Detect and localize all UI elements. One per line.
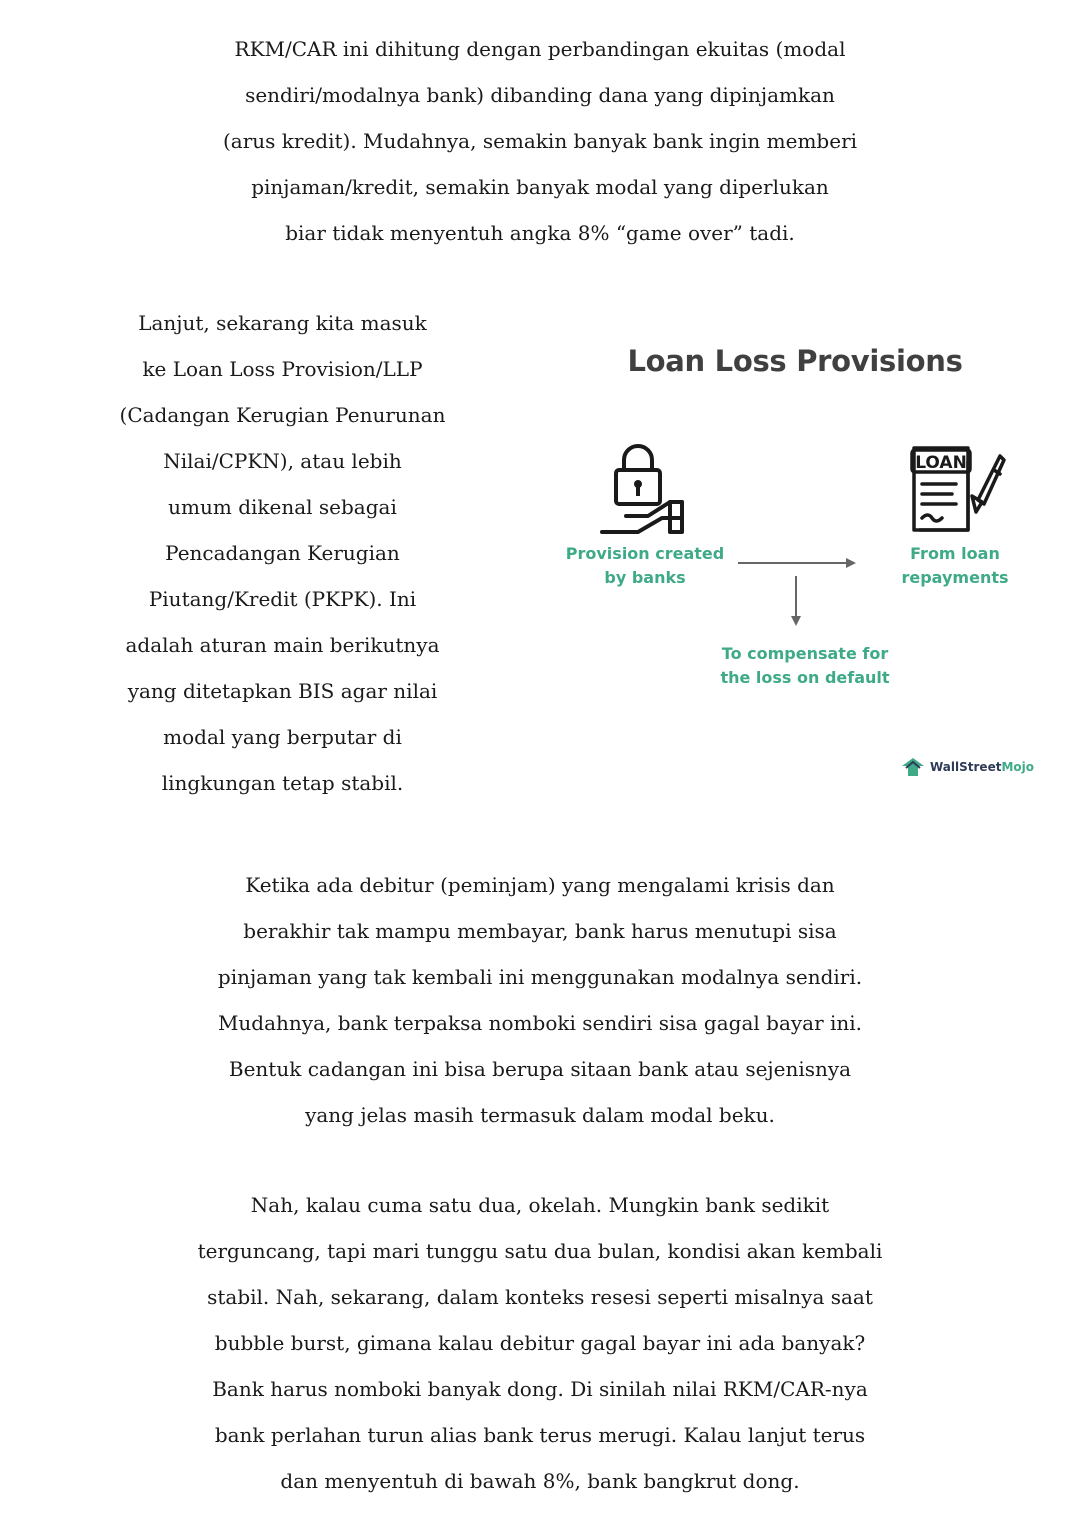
label-from-loan-repayments [880,542,1030,590]
text-line: (Cadangan Kerugian Penurunan [119,403,446,427]
paragraph-resesi [0,1182,1080,1504]
text-line: ke Loan Loss Provision/LLP [142,357,423,381]
text-line: Lanjut, sekarang kita masuk [138,311,427,335]
loan-document-pen-icon [906,442,1006,538]
text-line: pinjaman yang tak kembali ini menggunakan modalnya sendiri. [217,965,863,989]
text-line: Ketika ada debitur (peminjam) yang mengalami krisis dan [245,873,835,897]
label-line: From loan [910,544,1000,563]
label-line: repayments [901,568,1009,587]
text-line: stabil. Nah, sekarang, dalam konteks resesi seperti misalnya saat [207,1285,873,1309]
text-line: umum dikenal sebagai [168,495,397,519]
text-line: yang ditetapkan BIS agar nilai [127,679,438,703]
text-line: Piutang/Kredit (PKPK). Ini [148,587,417,611]
text-line: bank perlahan turun alias bank terus merugi. Kalau lanjut terus [214,1423,866,1447]
text-line: Nah, kalau cuma satu dua, okelah. Mungkin bank sedikit [250,1193,830,1217]
label-line: by banks [604,568,686,587]
text-line: dan menyentuh di bawah 8%, bank bangkrut dong. [280,1469,800,1493]
paragraph-debitur [0,862,1080,1138]
down-arrow-icon [789,574,803,628]
paragraph-loan-loss-provision [10,300,555,806]
text-line: berakhir tak mampu membayar, bank harus menutupi sisa [243,919,837,943]
text-line: Nilai/CPKN), atau lebih [163,449,402,473]
text-line: pinjaman/kredit, semakin banyak modal yang diperlukan [251,175,829,199]
wallstreetmojo-logo [900,756,1034,778]
text-line: modal yang berputar di [163,725,402,749]
logo-text [930,760,1034,774]
text-line: RKM/CAR ini dihitung dengan perbandingan ekuitas (modal [234,37,846,61]
label-compensate-loss [710,642,900,690]
text-line: Pencadangan Kerugian [165,541,400,565]
text-line: (arus kredit). Mudahnya, semakin banyak bank ingin memberi [222,129,858,153]
text-line: yang jelas masih termasuk dalam modal beku. [305,1103,775,1127]
text-line: Mudahnya, bank terpaksa nomboki sendiri sisa gagal bayar ini. [217,1011,863,1035]
lock-in-hand-icon [598,442,690,540]
paragraph-rkm-car [0,26,1080,256]
text-line: terguncang, tapi mari tunggu satu dua bulan, kondisi akan kembali [197,1239,883,1263]
text-line: Bentuk cadangan ini bisa berupa sitaan bank atau sejenisnya [228,1057,852,1081]
loan-loss-provisions-diagram [560,330,1060,800]
loan-word: LOAN [915,453,967,473]
diagram-title: Loan Loss Provisions [627,344,963,378]
label-line: the loss on default [720,668,890,687]
label-provision-created [560,542,730,590]
label-line: To compensate for [721,644,889,663]
logo-text-suffix: Mojo [1001,760,1034,774]
logo-text-prefix: WallStreet [930,760,1002,774]
text-line: adalah aturan main berikutnya [125,633,440,657]
text-line: sendiri/modalnya bank) dibanding dana yang dipinjamkan [245,83,835,107]
text-line: lingkungan tetap stabil. [161,771,404,795]
right-arrow-icon [736,556,860,570]
text-line: biar tidak menyentuh angka 8% “game over” tadi. [285,221,795,245]
wallstreetmojo-emblem-icon [900,756,926,778]
text-line: Bank harus nomboki banyak dong. Di sinilah nilai RKM/CAR-nya [212,1377,868,1401]
text-line: bubble burst, gimana kalau debitur gagal bayar ini ada banyak? [214,1331,866,1355]
label-line: Provision created [565,544,725,563]
